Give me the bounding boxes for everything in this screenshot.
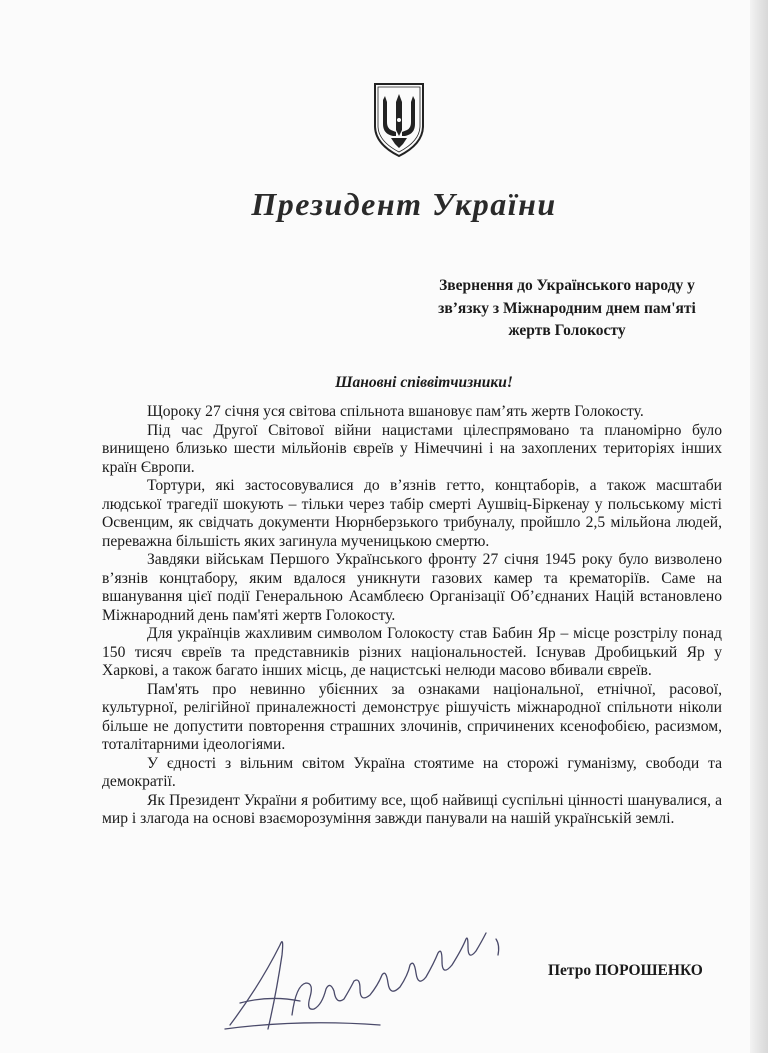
appeal-line: Звернення до Українського народу у (439, 277, 695, 294)
paragraph: Під час Другої Світової війни нацистами цілеспрямовано та планомірно було винищено близько шести мільйонів євреїв у Німеччині і на захоплених територіях інших країн Європи. (102, 421, 722, 476)
paragraph: Тортури, які застосовувалися до в’язнів гетто, концтаборів, а також масштаби людської трагедії шокують – тільки через табір смерті Аушвіц-Біркенау у польському місті Освенцим, як свідчать документи Нюрнберзького трибуналу, пройшло 2,5 мільйона людей, переважна більшість яких загинула мученицькою смертю. (102, 477, 722, 550)
page-title: Президент України (251, 186, 557, 222)
tryzub-coat-of-arms-icon (369, 80, 429, 160)
appeal-line: жертв Голокосту (508, 322, 626, 339)
paragraph: Завдяки військам Першого Українського фронту 27 січня 1945 року було визволено в’язнів концтабору, яким вдалося уникнути газових камер та крематоріїв. Саме на вшанування цієї події Генеральною Асамблеєю Організації Об’єднаних Націй встановлено Міжнародний день пам'яті жертв Голокосту. (102, 551, 722, 624)
handwritten-signature-icon (210, 925, 520, 1035)
paragraph: Пам'ять про невинно убієнних за ознаками національної, етнічної, расової, культурної, релігійної приналежності демонструє рішучість міжнародної спільноти ніколи більше не допустити повторення страшних злочинів, спричинених ксенофобією, расизмом, тоталітарними ідеологіями. (102, 680, 722, 753)
letter-body (102, 403, 722, 829)
page-edge-shadow (750, 0, 768, 1053)
appeal-line: зв’язку з Міжнародним днем пам'яті (438, 299, 696, 317)
signer-name: Петро ПОРОШЕНКО (548, 962, 703, 979)
paragraph: Щороку 27 січня уся світова спільнота вшановує пам’ять жертв Голокосту. (147, 403, 644, 420)
paragraph: Як Президент України я робитиму все, щоб найвищі суспільні цінності шанувалися, а мир і злагода на основі взаєморозуміння завжди панували на нашій українській землі. (102, 791, 722, 827)
paragraph: У єдності з вільним світом Україна стоятиме на сторожі гуманізму, свободи та демократії. (102, 754, 722, 790)
greeting: Шановні співвітчизники! (335, 374, 513, 391)
appeal-heading (402, 275, 732, 343)
paragraph: Для українців жахливим символом Голокосту став Бабин Яр – місце розстрілу понад 150 тисяч євреїв та представників різних національностей. Існував Дробицький Яр у Харкові, а також багато інших місць, де нацистські нелюди масово вбивали євреїв. (102, 625, 722, 679)
